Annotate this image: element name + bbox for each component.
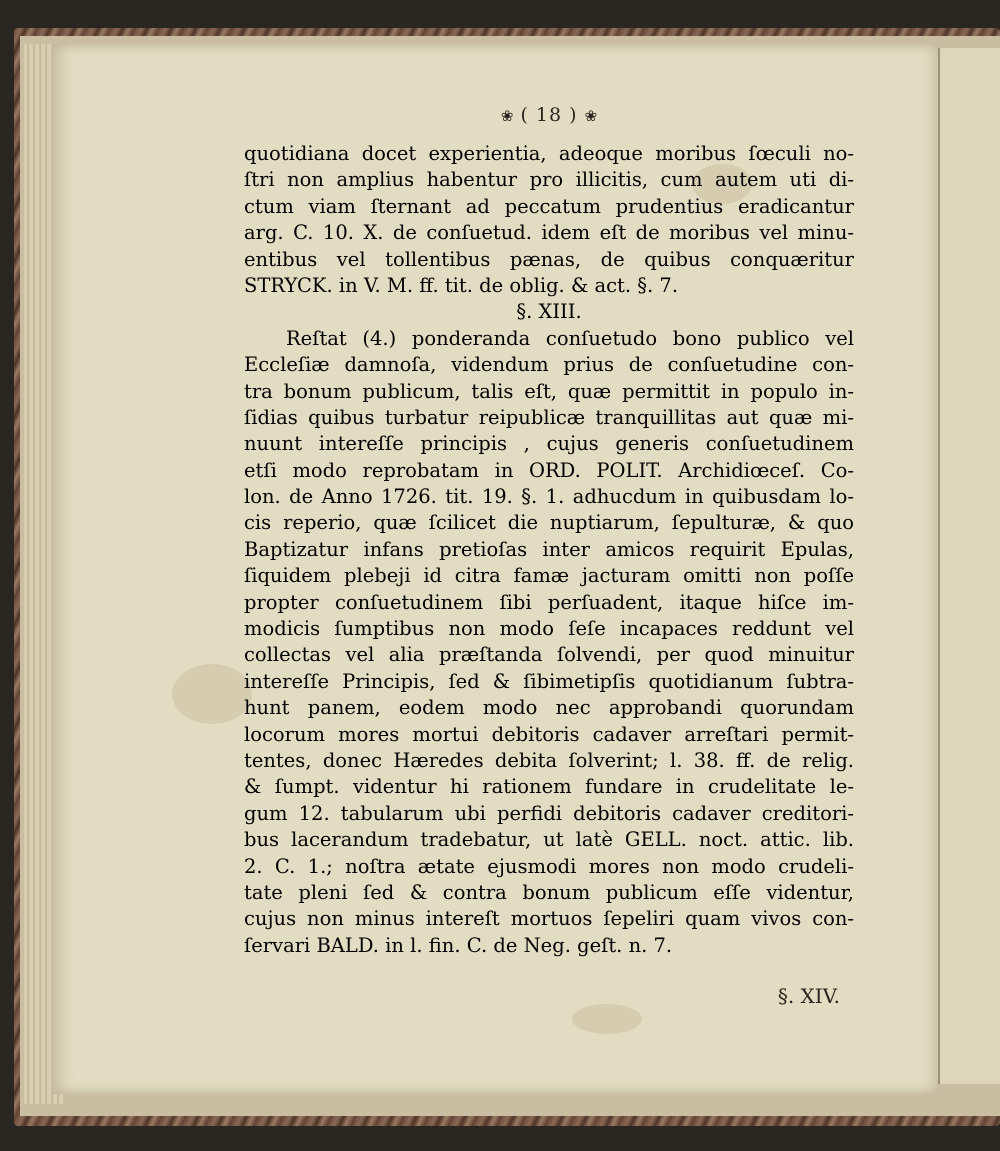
text-line: locorum mores mortui debitoris cadaver arreſtari permit- bbox=[244, 722, 854, 746]
facing-page-edge bbox=[938, 48, 1000, 1084]
text-line: tra bonum publicum, talis eſt, quæ permittit in populo in- bbox=[244, 379, 854, 403]
text-line: ſiquidem plebeji id citra famæ jacturam omitti non poſſe bbox=[244, 564, 854, 588]
text-line: ſtri non amplius habentur pro illicitis, cum autem uti di- bbox=[244, 168, 854, 192]
text-line: Reſtat (4.) ponderanda conſuetudo bono publico vel bbox=[286, 326, 854, 350]
text-line: cis reperio, quæ ſcilicet die nuptiarum, ſepulturæ, & quo bbox=[244, 511, 854, 535]
page-number: ( 18 ) bbox=[520, 104, 578, 126]
text-line: Eccleſiæ damnoſa, videndum prius de conſuetudine con- bbox=[244, 353, 854, 377]
page-header bbox=[244, 104, 854, 126]
text-line: gum 12. tabularum ubi perfidi debitoris cadaver creditori- bbox=[244, 801, 854, 825]
text-line: 2. C. 1.; noſtra ætate ejusmodi mores non modo crudeli- bbox=[244, 854, 854, 878]
text-line: & ſumpt. videntur hi rationem fundare in crudelitate le- bbox=[244, 775, 854, 799]
text-line: ctum viam ſternant ad peccatum prudentius eradicantur bbox=[244, 194, 854, 218]
text-line: propter conſuetudinem ſibi perſuadent, itaque hiſce im- bbox=[244, 590, 854, 614]
ornament-right-icon: ❀ bbox=[584, 107, 598, 125]
text-line: arg. C. 10. X. de conſuetud. idem eſt de moribus vel minu- bbox=[244, 221, 854, 245]
catchword: §. XIV. bbox=[777, 984, 840, 1008]
text-line: nuunt intereſſe principis , cujus generis conſuetudinem bbox=[244, 432, 854, 456]
text-line: etſi modo reprobatam in ORD. POLIT. Archidiœceſ. Co- bbox=[244, 458, 854, 482]
text-line: bus lacerandum tradebatur, ut latè GELL. noct. attic. lib. bbox=[244, 828, 854, 852]
text-line: ſervari BALD. in l. fin. C. de Neg. geſt. n. 7. bbox=[244, 933, 673, 957]
text-line: Baptizatur infans pretioſas inter amicos requirit Epulas, bbox=[244, 537, 854, 561]
ornament-left-icon: ❀ bbox=[500, 107, 514, 125]
text-line: STRYCK. in V. M. ff. tit. de oblig. & act. §. 7. bbox=[244, 273, 679, 297]
text-line: hunt panem, eodem modo nec approbandi quorundam bbox=[244, 696, 854, 720]
text-line: entibus vel tollentibus pænas, de quibus conquæritur bbox=[244, 247, 854, 271]
text-line: ſidias quibus turbatur reipublicæ tranquillitas aut quæ mi- bbox=[244, 405, 854, 429]
text-line: collectas vel alia præſtanda ſolvendi, per quod minuitur bbox=[244, 643, 854, 667]
text-line: lon. de Anno 1726. tit. 19. §. 1. adhucdum in quibusdam lo- bbox=[244, 485, 854, 509]
section-heading: §. XIII. bbox=[516, 300, 582, 324]
text-line: intereſſe Principis, ſed & ſibimetipſis quotidianum ſubtra- bbox=[244, 669, 854, 693]
text-line: cujus non minus intereſt mortuos ſepeliri quam vivos con- bbox=[244, 907, 854, 931]
text-line: modicis ſumptibus non modo ſeſe incapaces reddunt vel bbox=[244, 617, 854, 641]
body-text bbox=[244, 141, 854, 959]
text-line: quotidiana docet experientia, adeoque moribus ſœculi no- bbox=[244, 142, 854, 165]
text-line: tate pleni ſed & contra bonum publicum eſſe videntur, bbox=[244, 880, 854, 904]
text-line: tentes, donec Hæredes debita ſolverint; l. 38. ff. de relig. bbox=[244, 748, 854, 772]
